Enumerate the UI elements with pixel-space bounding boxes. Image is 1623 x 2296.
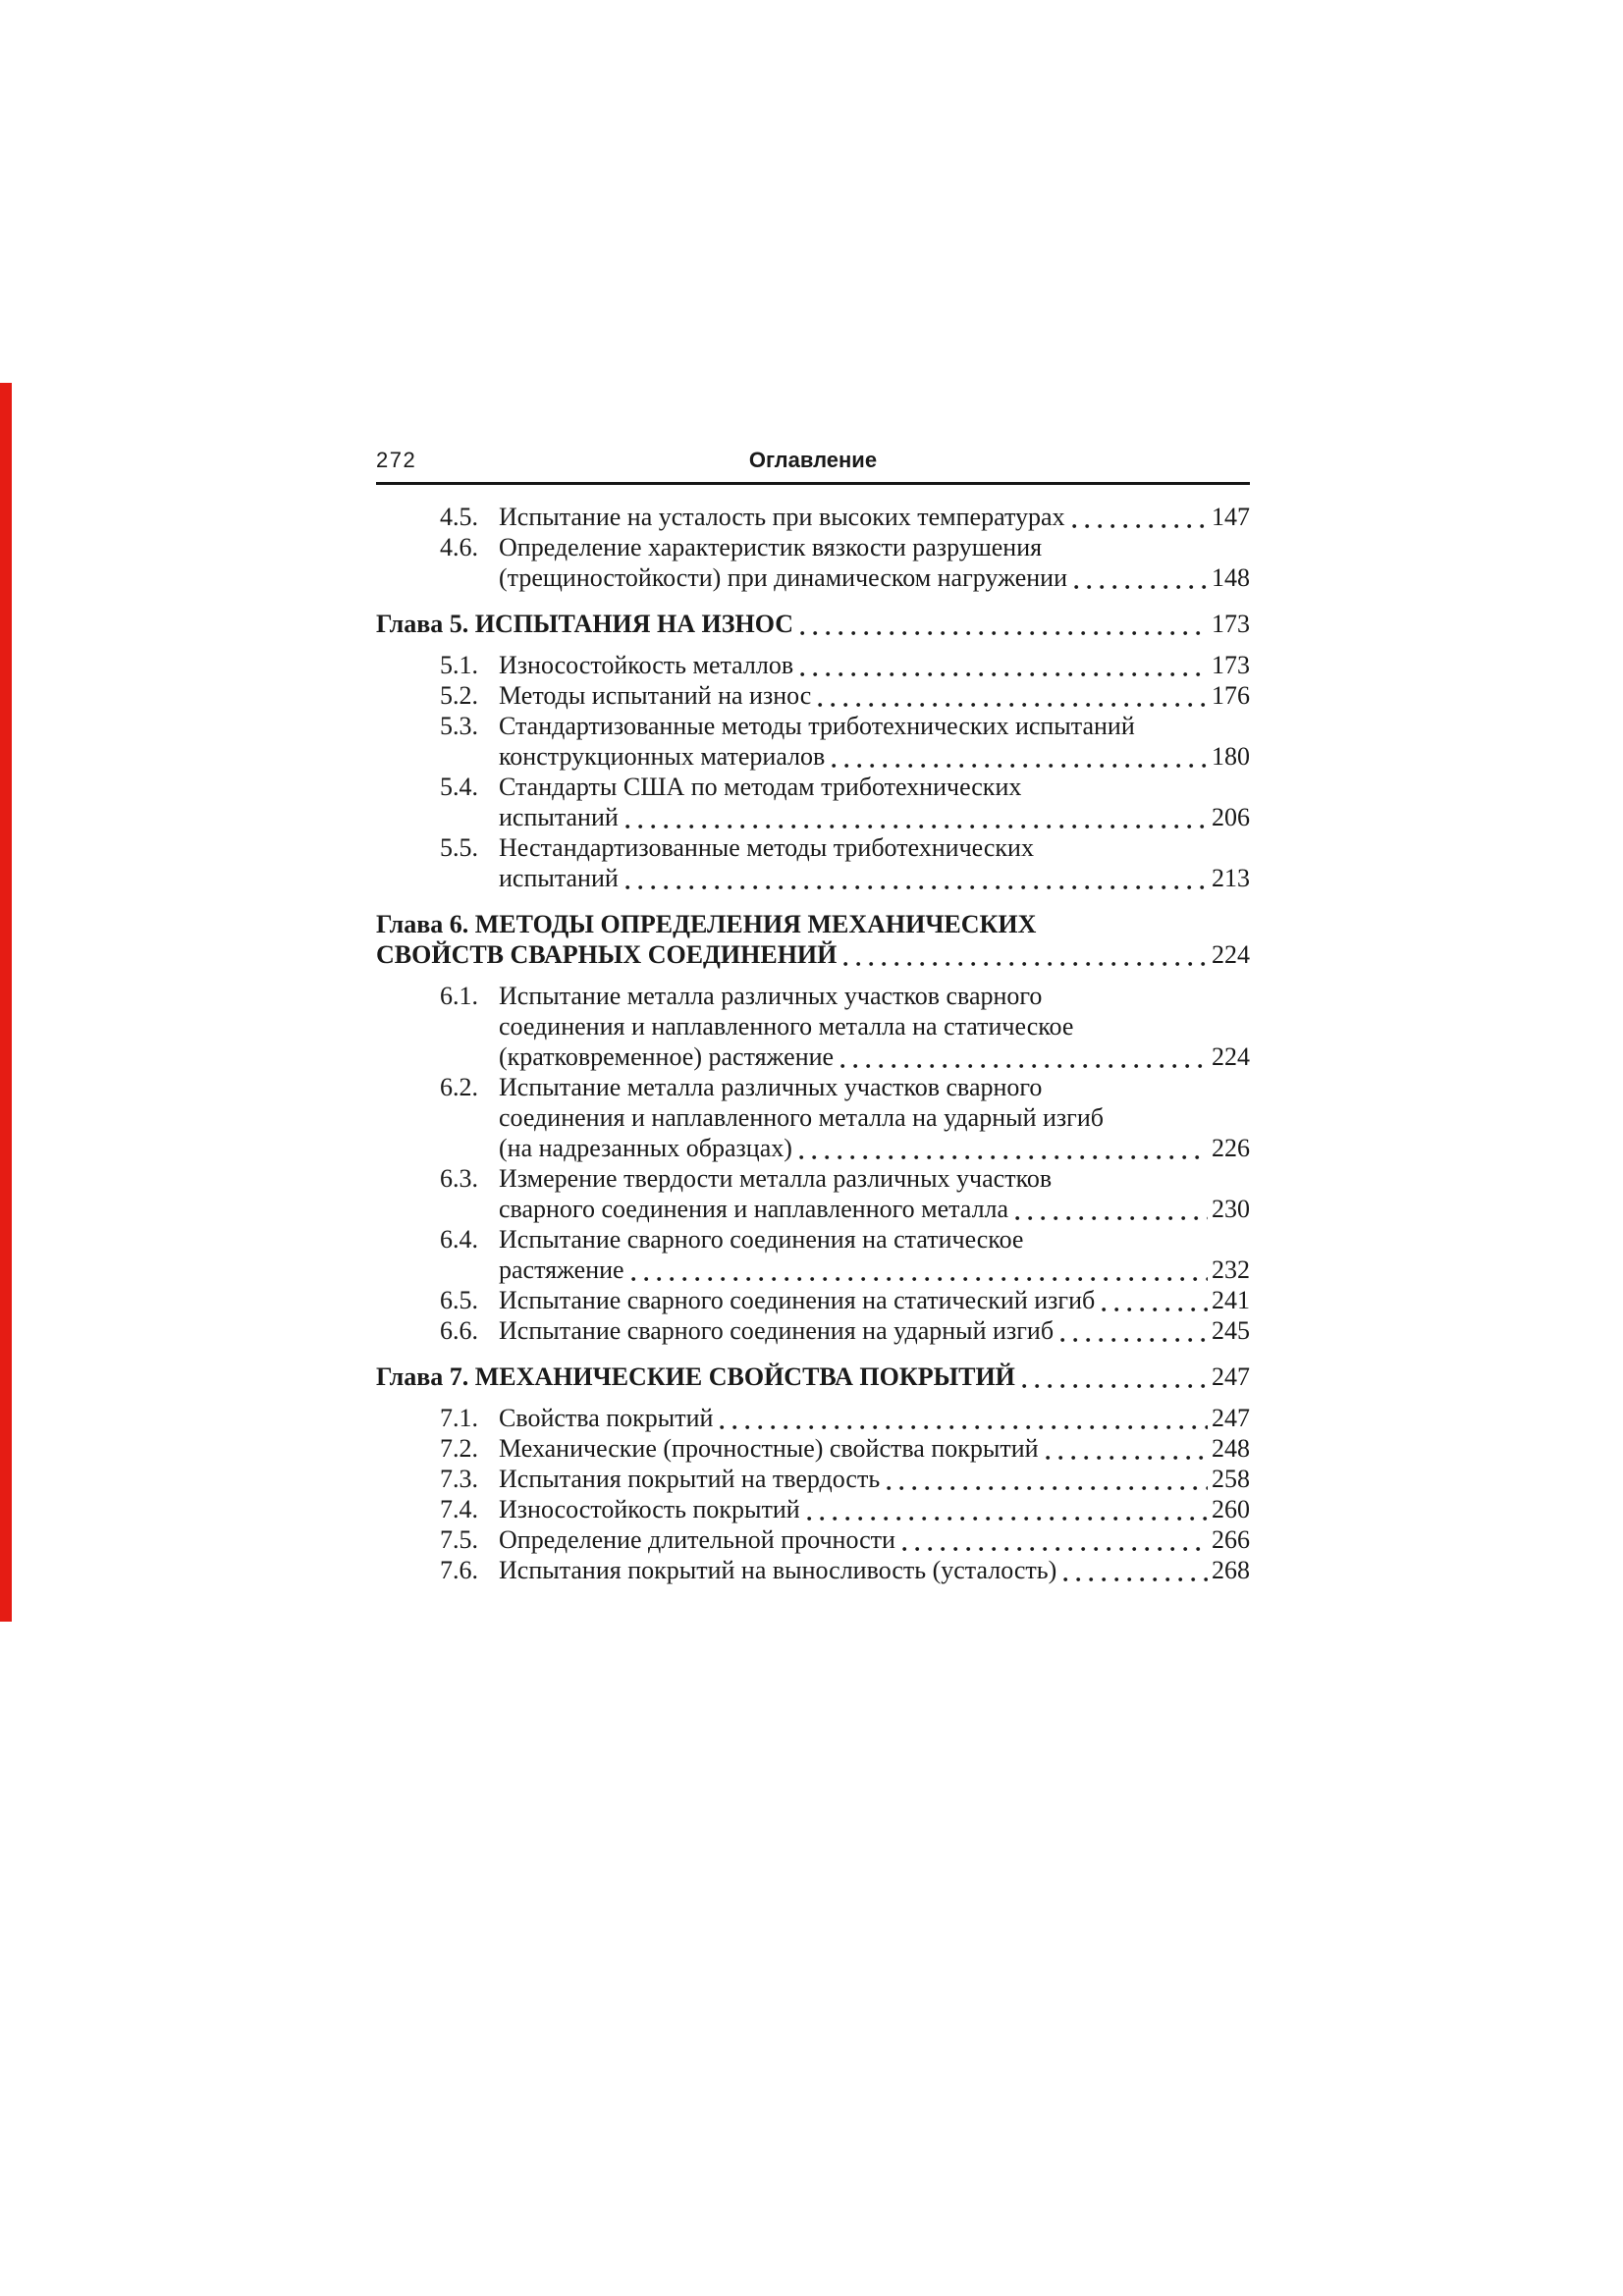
toc-entry-number: 7.5.: [440, 1525, 478, 1554]
toc-entry-number: 6.3.: [440, 1164, 478, 1193]
toc-entry-text: сварного соединения и наплавленного металла: [499, 1195, 1009, 1223]
toc-entry-text: Испытания покрытий на твердость: [499, 1465, 881, 1493]
toc-entry-text: Глава 7. МЕХАНИЧЕСКИЕ СВОЙСТВА ПОКРЫТИЙ: [376, 1362, 1015, 1391]
toc-entry-text: Испытание металла различных участков сварного: [499, 1073, 1043, 1101]
toc-entry-text: Стандартизованные методы триботехнических испытаний: [499, 712, 1135, 740]
dot-leader: [625, 818, 1208, 829]
toc-entry-number: 4.5.: [440, 503, 478, 531]
toc-entry: [376, 1494, 1250, 1524]
toc-entry-line: [499, 832, 1250, 863]
toc-entry-number: 6.1.: [440, 982, 478, 1010]
toc-entry-line: [499, 1194, 1250, 1224]
book-page: [376, 448, 1250, 1585]
toc-entry-line: [499, 802, 1250, 832]
toc-entry: [376, 1524, 1250, 1555]
toc-entry-number: 6.2.: [440, 1073, 478, 1101]
toc-entry: [376, 909, 1250, 970]
toc-entry-line: [499, 1072, 1250, 1102]
toc-entry-number: 7.4.: [440, 1495, 478, 1523]
toc-entry-line: [499, 1464, 1250, 1494]
toc-entry: [376, 711, 1250, 772]
toc-entry-line: [499, 981, 1250, 1011]
toc-page-ref: 266: [1212, 1525, 1250, 1554]
toc-entry-number: 5.2.: [440, 681, 478, 710]
toc-entry: [376, 1285, 1250, 1315]
dot-leader: [818, 696, 1208, 708]
toc-entry: [376, 1403, 1250, 1433]
dot-leader: [843, 955, 1208, 967]
toc-entry-line: [499, 772, 1250, 802]
toc-entry-text: (трещиностойкости) при динамическом нагружении: [499, 563, 1067, 592]
dot-leader: [631, 1270, 1208, 1282]
toc-entry-text: Глава 5. ИСПЫТАНИЯ НА ИЗНОС: [376, 610, 794, 638]
toc-entry-number: 6.5.: [440, 1286, 478, 1314]
toc-page-ref: 241: [1212, 1286, 1250, 1314]
toc-entry-line: [499, 1224, 1250, 1255]
toc-entry-number: 7.3.: [440, 1465, 478, 1493]
dot-leader: [840, 1057, 1208, 1069]
dot-leader: [832, 757, 1208, 769]
toc-entry-line: [499, 1285, 1250, 1315]
toc-entry: [376, 1072, 1250, 1163]
toc-page-ref: 147: [1212, 503, 1250, 531]
toc-entry-text: (кратковременное) растяжение: [499, 1042, 835, 1071]
toc-entry-text: Нестандартизованные методы триботехнических: [499, 833, 1034, 862]
toc-entry-text: Стандарты США по методам триботехнических: [499, 773, 1022, 801]
toc-entry-line: [376, 939, 1250, 970]
toc-entry: [376, 1362, 1250, 1392]
toc-page-ref: 230: [1212, 1195, 1250, 1223]
dot-leader: [1060, 1331, 1208, 1343]
toc-entry-line: [499, 863, 1250, 893]
toc-entry-line: [499, 1011, 1250, 1041]
toc-entry-line: [499, 680, 1250, 711]
toc-entry: [376, 502, 1250, 532]
toc-entry-line: [376, 1362, 1250, 1392]
toc-page-ref: 224: [1212, 1042, 1250, 1071]
toc-page-ref: 248: [1212, 1434, 1250, 1463]
dot-leader: [1022, 1377, 1208, 1389]
scan-artifact-red-strip: [0, 383, 12, 1622]
toc-page-ref: 224: [1212, 940, 1250, 969]
toc-page-ref: 245: [1212, 1316, 1250, 1345]
toc-entry-line: [499, 562, 1250, 593]
toc-entry-text: Механические (прочностные) свойства покрытий: [499, 1434, 1039, 1463]
toc-entry-line: [499, 532, 1250, 562]
running-page-number: 272: [376, 448, 417, 472]
toc-entry-text: испытаний: [499, 864, 619, 892]
toc-entry-line: [376, 609, 1250, 639]
toc-entry-line: [499, 1403, 1250, 1433]
toc-entry-text: Свойства покрытий: [499, 1404, 714, 1432]
toc-entry-line: [499, 502, 1250, 532]
toc-entry-text: (на надрезанных образцах): [499, 1134, 792, 1162]
toc-entry-line: [499, 1494, 1250, 1524]
toc-entry-line: [499, 650, 1250, 680]
toc-entry-line: [499, 1133, 1250, 1163]
toc-entry-text: СВОЙСТВ СВАРНЫХ СОЕДИНЕНИЙ: [376, 940, 838, 969]
page-title: Оглавление: [748, 448, 878, 472]
toc-entry-text: Определение характеристик вязкости разрушения: [499, 533, 1043, 561]
dot-leader: [1102, 1301, 1208, 1312]
dot-leader: [1015, 1209, 1208, 1221]
toc-entry-number: 6.6.: [440, 1316, 478, 1345]
dot-leader: [720, 1418, 1208, 1430]
toc-entry-number: 7.1.: [440, 1404, 478, 1432]
toc-entry: [376, 1163, 1250, 1224]
toc-entry-line: [499, 1041, 1250, 1072]
toc-entry-number: 7.2.: [440, 1434, 478, 1463]
toc-entry-number: 5.4.: [440, 773, 478, 801]
toc-entry-text: Износостойкость покрытий: [499, 1495, 800, 1523]
toc-entry-text: Испытание сварного соединения на ударный изгиб: [499, 1316, 1055, 1345]
toc-entry: [376, 609, 1250, 639]
toc-page-ref: 213: [1212, 864, 1250, 892]
dot-leader: [1074, 578, 1208, 590]
toc-entry: [376, 1224, 1250, 1285]
toc-entry: [376, 1555, 1250, 1585]
toc-entry-line: [499, 1555, 1250, 1585]
dot-leader: [902, 1540, 1208, 1552]
toc-entry: [376, 832, 1250, 893]
dot-leader: [807, 1510, 1208, 1522]
toc-page-ref: 268: [1212, 1556, 1250, 1584]
toc-entry-text: конструкционных материалов: [499, 742, 826, 771]
toc-page-ref: 148: [1212, 563, 1250, 592]
dot-leader: [625, 879, 1208, 890]
toc-entry-text: испытаний: [499, 803, 619, 831]
toc-entry-line: [499, 711, 1250, 741]
toc-entry-number: 5.5.: [440, 833, 478, 862]
toc-entry-text: Испытание сварного соединения на статическое: [499, 1225, 1024, 1254]
toc-entry-number: 5.1.: [440, 651, 478, 679]
toc-entry-text: Методы испытаний на износ: [499, 681, 812, 710]
toc-entry-text: растяжение: [499, 1255, 624, 1284]
toc-entry: [376, 650, 1250, 680]
dot-leader: [1072, 517, 1208, 529]
toc-entry: [376, 1433, 1250, 1464]
toc-entry-line: [376, 909, 1250, 939]
dot-leader: [799, 1148, 1208, 1160]
toc-entry-text: Испытание металла различных участков сварного: [499, 982, 1043, 1010]
dot-leader: [800, 624, 1208, 636]
toc-entry-text: Определение длительной прочности: [499, 1525, 895, 1554]
toc-page-ref: 206: [1212, 803, 1250, 831]
toc-entry-line: [499, 1315, 1250, 1346]
toc-entry-number: 5.3.: [440, 712, 478, 740]
toc-entry: [376, 1464, 1250, 1494]
toc-entry-text: соединения и наплавленного металла на ударный изгиб: [499, 1103, 1104, 1132]
toc-entry-line: [499, 1255, 1250, 1285]
toc-entry-number: 4.6.: [440, 533, 478, 561]
toc-page-ref: 176: [1212, 681, 1250, 710]
toc-entry: [376, 680, 1250, 711]
toc-entry-text: Испытания покрытий на выносливость (усталость): [499, 1556, 1057, 1584]
toc-page-ref: 173: [1212, 610, 1250, 638]
toc-page-ref: 226: [1212, 1134, 1250, 1162]
toc-page-ref: 247: [1212, 1362, 1250, 1391]
toc-entry-number: 7.6.: [440, 1556, 478, 1584]
toc-entry-number: 6.4.: [440, 1225, 478, 1254]
toc-entry-text: Измерение твердости металла различных участков: [499, 1164, 1053, 1193]
toc-entry-line: [499, 741, 1250, 772]
toc-entry-line: [499, 1524, 1250, 1555]
toc-page-ref: 173: [1212, 651, 1250, 679]
toc-entry-text: Испытание на усталость при высоких температурах: [499, 503, 1065, 531]
toc-page-ref: 247: [1212, 1404, 1250, 1432]
toc-entry: [376, 1315, 1250, 1346]
toc-page-ref: 258: [1212, 1465, 1250, 1493]
page-header: [376, 448, 1250, 485]
toc-entry-text: Испытание сварного соединения на статический изгиб: [499, 1286, 1096, 1314]
toc-entry-line: [499, 1102, 1250, 1133]
toc-entry-text: Износостойкость металлов: [499, 651, 794, 679]
toc-entry-text: соединения и наплавленного металла на статическое: [499, 1012, 1074, 1041]
dot-leader: [1046, 1449, 1208, 1461]
dot-leader: [887, 1479, 1208, 1491]
toc-entry-line: [499, 1163, 1250, 1194]
toc-entry: [376, 981, 1250, 1072]
toc-page-ref: 180: [1212, 742, 1250, 771]
toc-entry-text: Глава 6. МЕТОДЫ ОПРЕДЕЛЕНИЯ МЕХАНИЧЕСКИХ: [376, 910, 1037, 938]
toc-page-ref: 232: [1212, 1255, 1250, 1284]
toc-entry-line: [499, 1433, 1250, 1464]
toc: [376, 502, 1250, 1585]
dot-leader: [800, 666, 1208, 677]
toc-entry: [376, 532, 1250, 593]
dot-leader: [1063, 1571, 1208, 1582]
toc-entry: [376, 772, 1250, 832]
toc-page-ref: 260: [1212, 1495, 1250, 1523]
